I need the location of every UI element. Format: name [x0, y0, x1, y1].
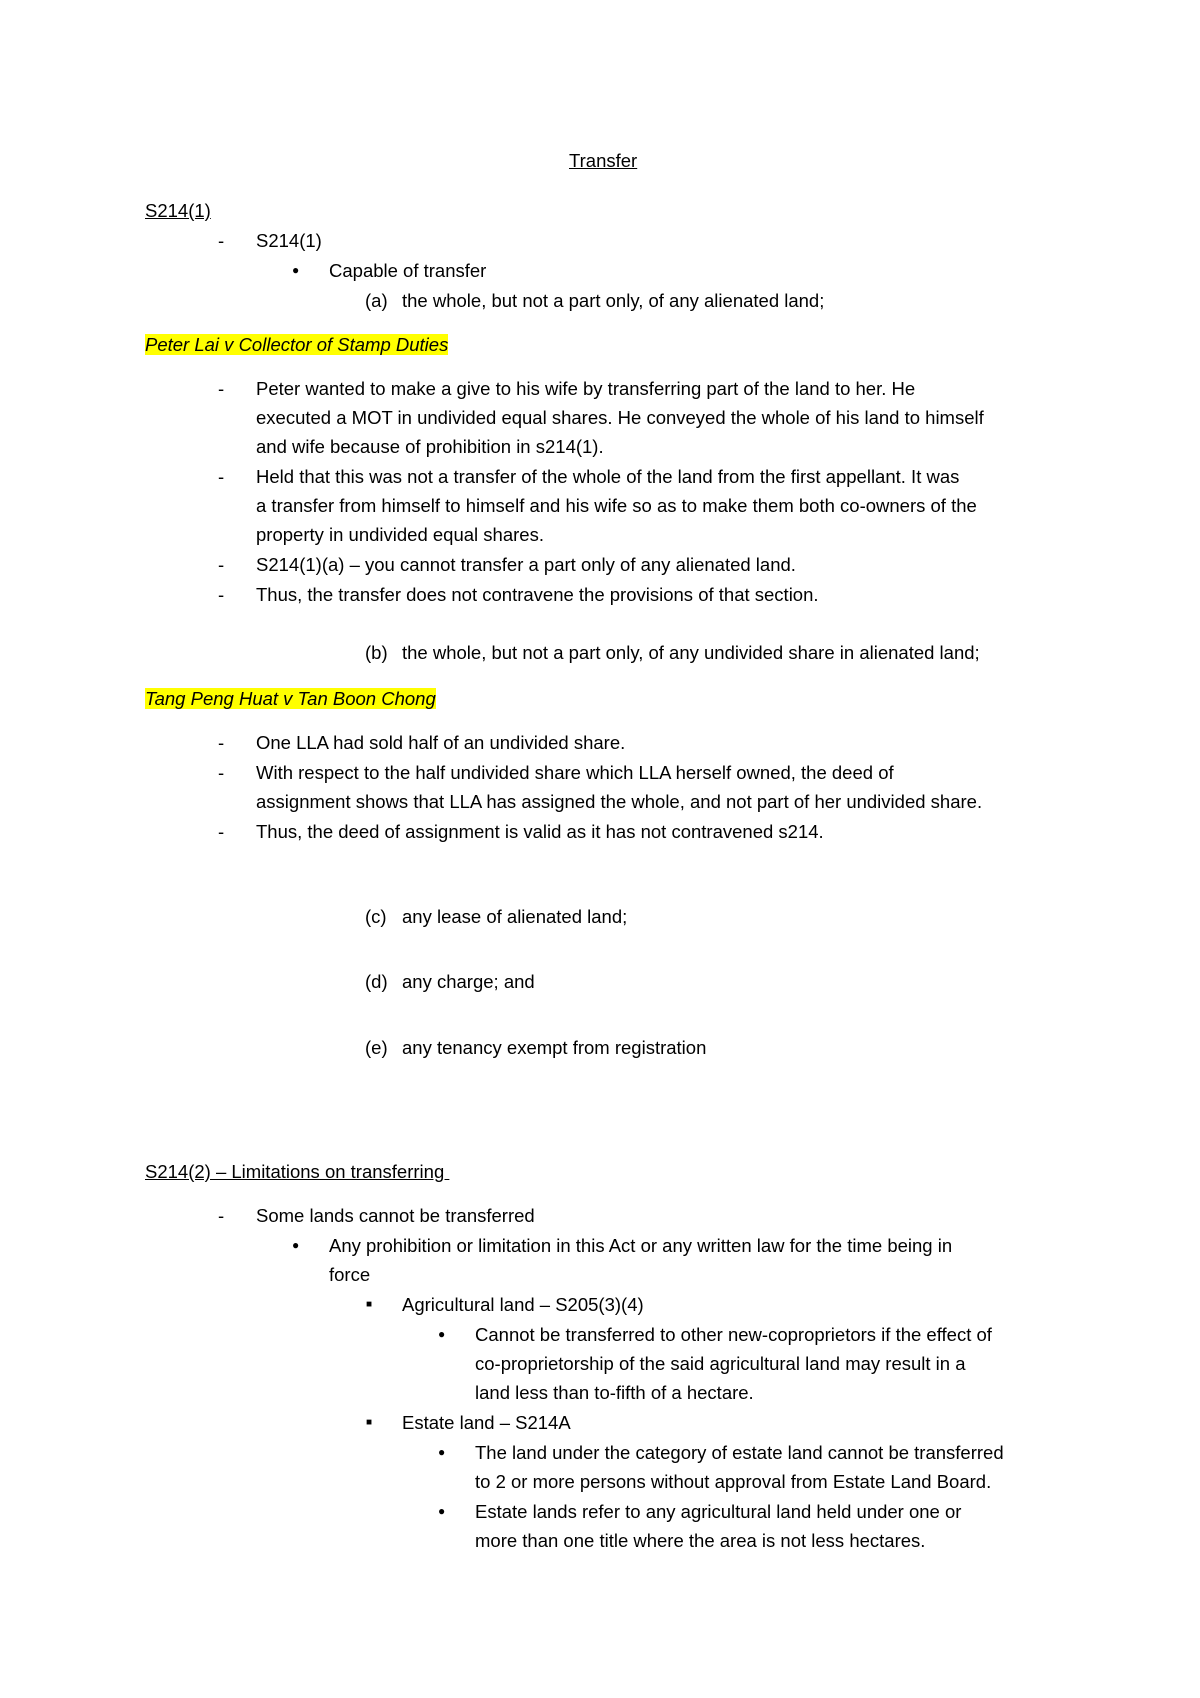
dash-marker: -	[218, 230, 225, 251]
case-point: Thus, the deed of assignment is valid as it has not contravened s214.	[256, 821, 824, 842]
case-point: Held that this was not a transfer of the whole of the land from the first appellant. It was	[256, 466, 960, 487]
list-item: Capable of transfer	[329, 260, 487, 281]
case-point: a transfer from himself to himself and his wife so as to make them both co-owners of the	[256, 495, 977, 516]
bullet-marker: ●	[438, 1327, 446, 1341]
list-item: Some lands cannot be transferred	[256, 1205, 535, 1226]
list-item: Estate land – S214A	[402, 1412, 571, 1433]
dash-marker: -	[218, 732, 225, 753]
section-heading-s214-1: S214(1)	[145, 200, 211, 221]
list-item: land less than to-fifth of a hectare.	[475, 1382, 754, 1403]
case-point: Thus, the transfer does not contravene the provisions of that section.	[256, 584, 819, 605]
list-item: force	[329, 1264, 371, 1285]
case-point: Peter wanted to make a give to his wife by transferring part of the land to her. He	[256, 378, 916, 399]
dash-marker: -	[218, 762, 225, 783]
bullet-marker: ●	[438, 1504, 446, 1518]
case-name: Tang Peng Huat v Tan Boon Chong	[145, 688, 436, 709]
list-item: Cannot be transferred to other new-coproprietors if the effect of	[475, 1324, 992, 1345]
list-item: Agricultural land – S205(3)(4)	[402, 1294, 644, 1315]
clause-label: (d)	[365, 971, 388, 992]
dash-marker: -	[218, 1205, 225, 1226]
section-heading-s214-2: S214(2) – Limitations on transferring	[145, 1161, 450, 1182]
list-item: S214(1)	[256, 230, 322, 251]
clause-label: (e)	[365, 1037, 388, 1058]
clause-text: any tenancy exempt from registration	[402, 1037, 707, 1058]
square-marker: ■	[366, 1417, 373, 1428]
case-point: and wife because of prohibition in s214(1).	[256, 436, 604, 457]
clause-text: the whole, but not a part only, of any alienated land;	[402, 290, 825, 311]
list-item: to 2 or more persons without approval from Estate Land Board.	[475, 1471, 992, 1492]
dash-marker: -	[218, 821, 225, 842]
clause-label: (b)	[365, 642, 388, 663]
case-name: Peter Lai v Collector of Stamp Duties	[145, 334, 449, 355]
dash-marker: -	[218, 584, 225, 605]
dash-marker: -	[218, 466, 225, 487]
clause-text: the whole, but not a part only, of any undivided share in alienated land;	[402, 642, 980, 663]
clause-text: any charge; and	[402, 971, 535, 992]
case-point: S214(1)(a) – you cannot transfer a part only of any alienated land.	[256, 554, 796, 575]
bullet-marker: ●	[292, 1238, 300, 1252]
case-point: executed a MOT in undivided equal shares. He conveyed the whole of his land to himself	[256, 407, 984, 428]
list-item: more than one title where the area is not less hectares.	[475, 1530, 926, 1551]
dash-marker: -	[218, 554, 225, 575]
clause-label: (a)	[365, 290, 388, 311]
list-item: Any prohibition or limitation in this Act or any written law for the time being in	[329, 1235, 953, 1256]
clause-label: (c)	[365, 906, 387, 927]
list-item: co-proprietorship of the said agricultural land may result in a	[475, 1353, 966, 1374]
list-item: The land under the category of estate land cannot be transferred	[475, 1442, 1004, 1463]
list-item: Estate lands refer to any agricultural land held under one or	[475, 1501, 962, 1522]
bullet-marker: ●	[438, 1445, 446, 1459]
clause-text: any lease of alienated land;	[402, 906, 628, 927]
dash-marker: -	[218, 378, 225, 399]
document-title: Transfer	[569, 150, 638, 171]
case-point: One LLA had sold half of an undivided share.	[256, 732, 626, 753]
case-point: property in undivided equal shares.	[256, 524, 544, 545]
case-point: assignment shows that LLA has assigned the whole, and not part of her undivided share.	[256, 791, 983, 812]
case-point: With respect to the half undivided share which LLA herself owned, the deed of	[256, 762, 894, 783]
bullet-marker: ●	[292, 263, 300, 277]
square-marker: ■	[366, 1299, 373, 1310]
